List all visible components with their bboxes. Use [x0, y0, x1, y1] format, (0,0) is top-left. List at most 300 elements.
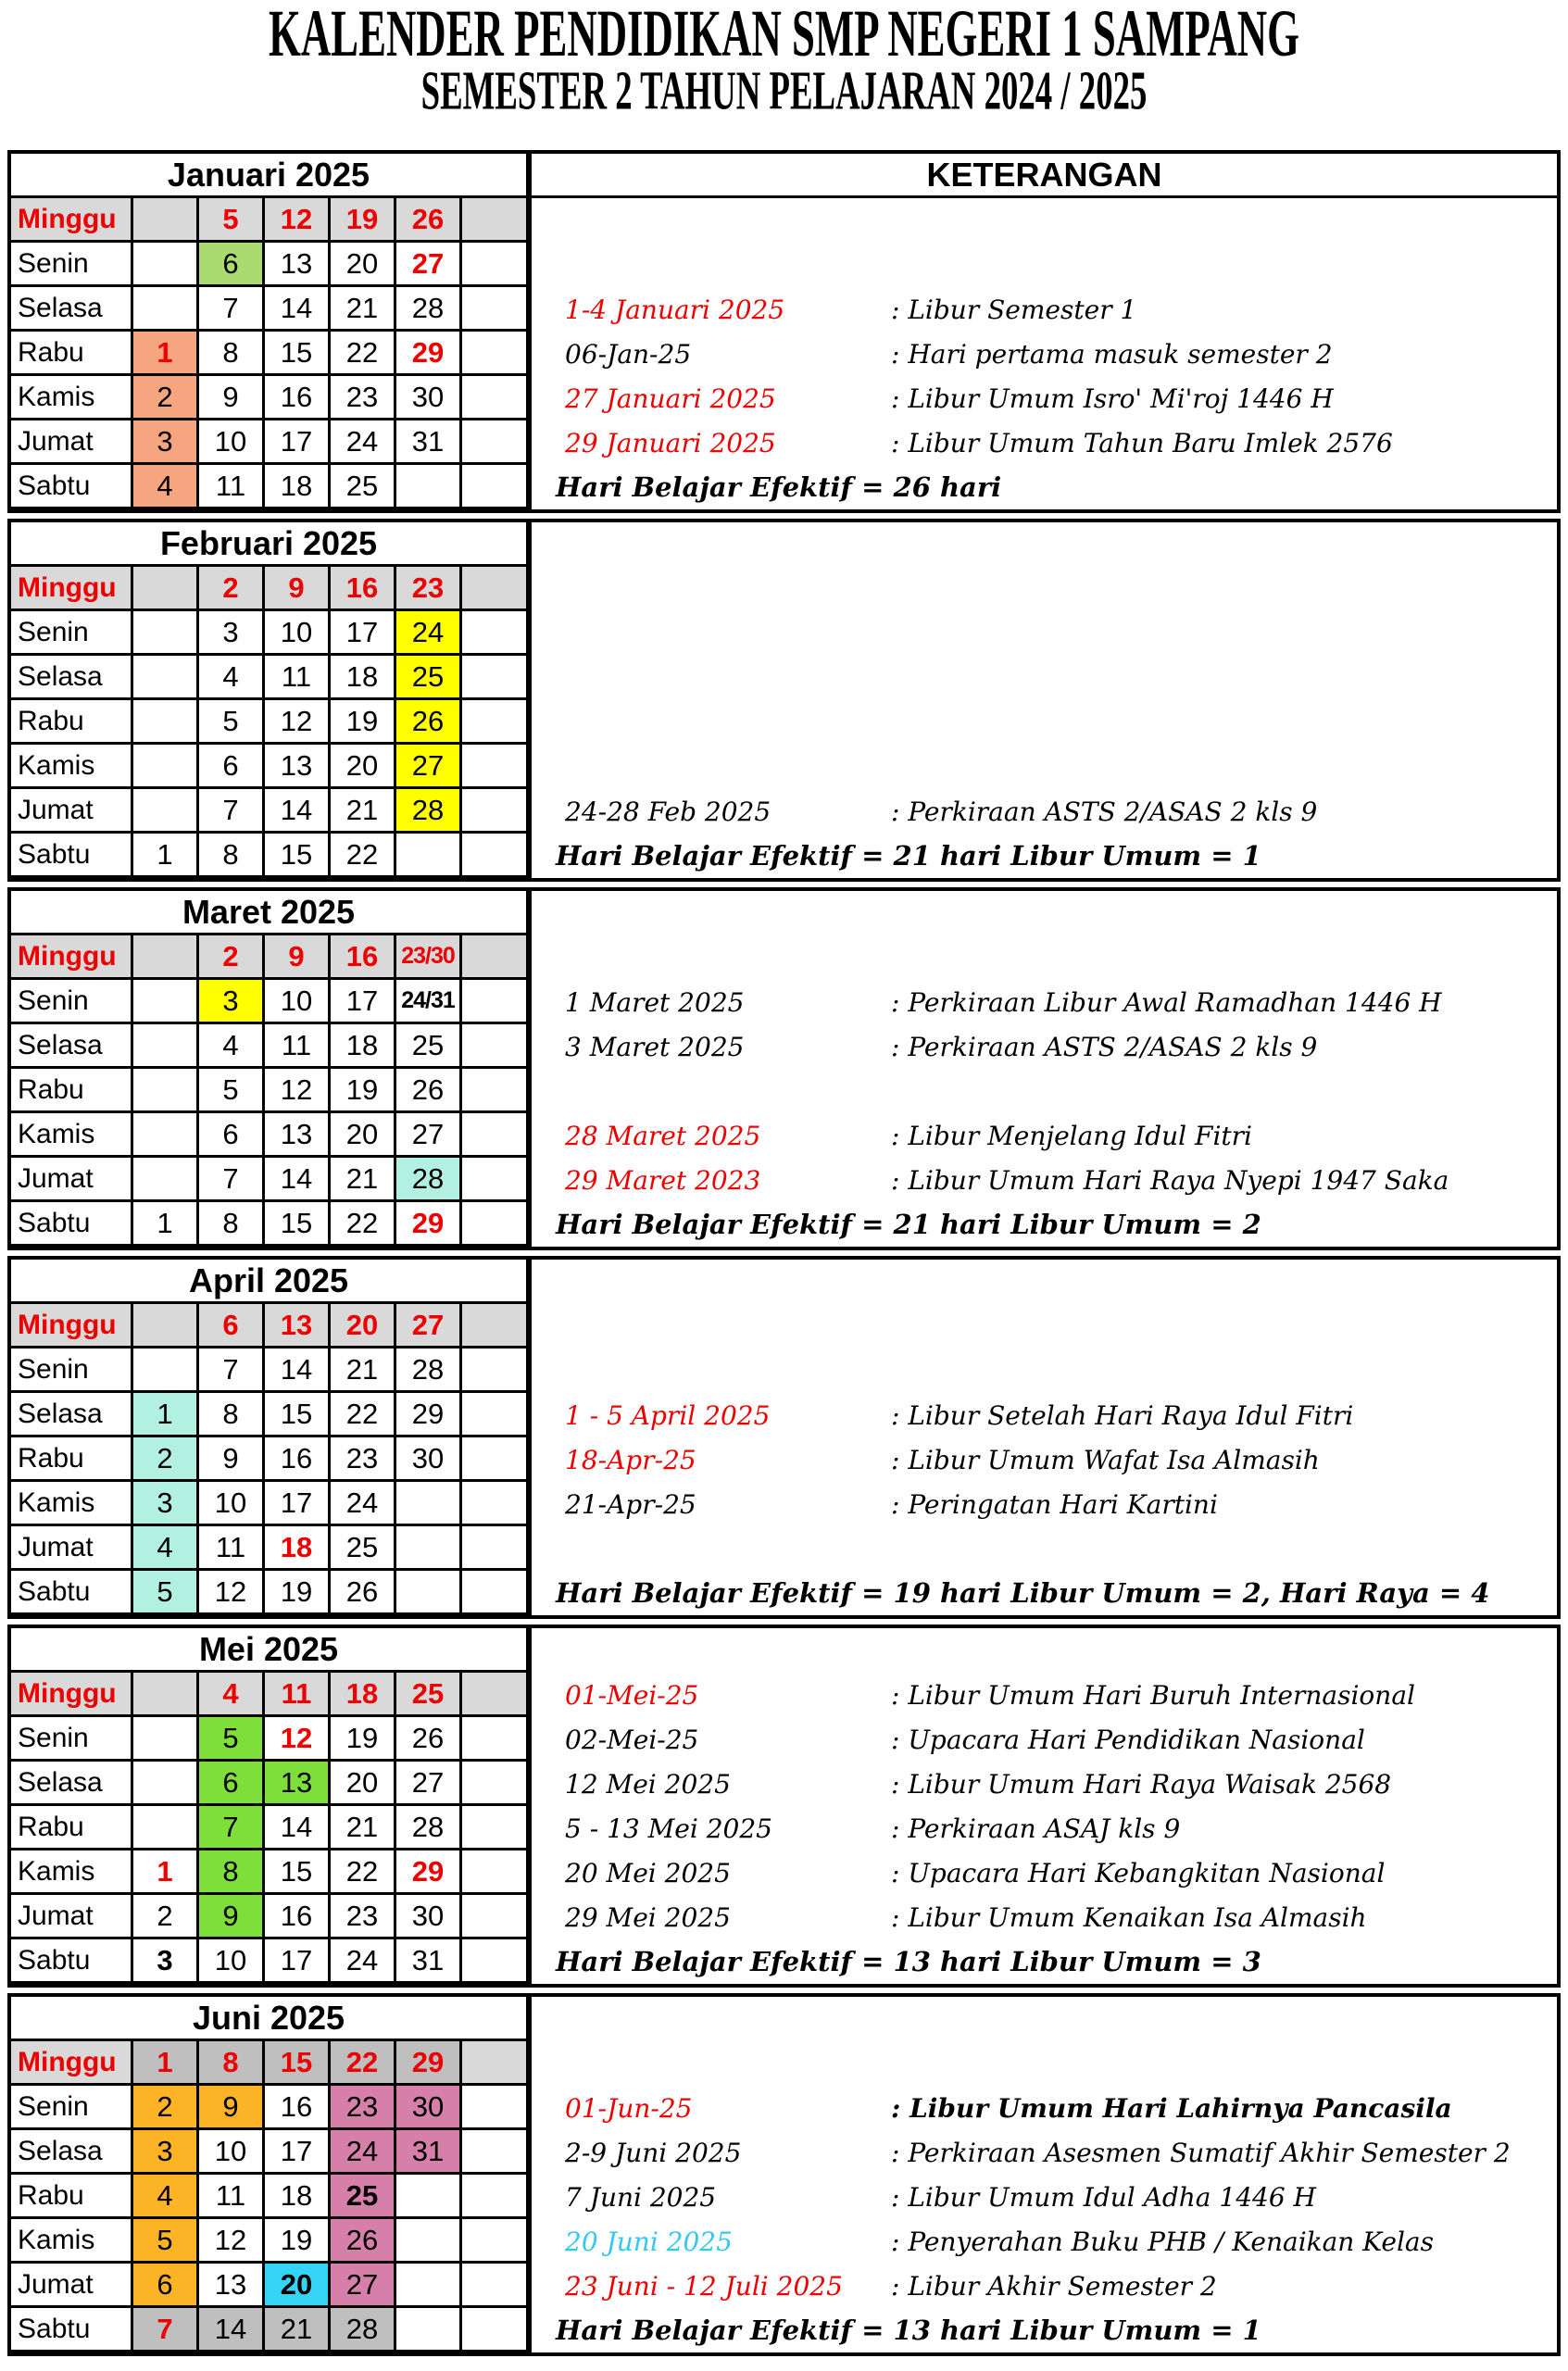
date-cell: 29	[396, 2041, 462, 2086]
date-cell: 16	[265, 1437, 331, 1482]
keterangan-note	[532, 2219, 1553, 2264]
filler-cell	[462, 2041, 529, 2086]
date-cell: 16	[331, 567, 396, 611]
note-date: 06-Jan-25	[565, 338, 692, 370]
day-label-minggu: Minggu	[11, 935, 133, 980]
day-label-sabtu: Sabtu	[11, 1939, 133, 1984]
note-description: : Libur Semester 1	[891, 294, 1137, 325]
note-description: : Libur Menjelang Idul Fitri	[891, 1120, 1253, 1151]
date-cell: 23	[331, 2086, 396, 2130]
date-cell: 24	[396, 611, 462, 656]
date-cell: 10	[199, 1482, 265, 1526]
empty-cell	[133, 656, 199, 700]
month-title: Februari 2025	[11, 522, 529, 567]
filler-cell	[462, 1895, 529, 1939]
date-cell: 19	[331, 1069, 396, 1113]
month-block-juni	[7, 1993, 1561, 2356]
note-date: 20 Juni 2025	[565, 2226, 733, 2257]
date-cell: 19	[265, 2219, 331, 2264]
empty-cell	[396, 2264, 462, 2308]
date-cell: 15	[265, 1850, 331, 1895]
date-cell: 9	[265, 935, 331, 980]
date-cell: 29	[396, 1202, 462, 1247]
date-cell: 28	[396, 1806, 462, 1850]
day-label-kamis: Kamis	[11, 745, 133, 789]
empty-cell	[133, 700, 199, 745]
note-date: 02-Mei-25	[565, 1724, 699, 1755]
day-label-minggu: Minggu	[11, 1673, 133, 1717]
filler-cell	[462, 1806, 529, 1850]
date-cell: 10	[265, 980, 331, 1024]
keterangan-note	[532, 2086, 1553, 2130]
note-date: 1 Maret 2025	[565, 986, 745, 1018]
keterangan-note	[532, 1113, 1553, 1158]
month-block-mei	[7, 1625, 1561, 1988]
keterangan-note	[532, 332, 1553, 376]
date-cell: 20	[265, 2264, 331, 2308]
note-description: : Perkiraan ASAJ kls 9	[891, 1813, 1181, 1844]
note-date: 1-4 Januari 2025	[565, 294, 785, 325]
empty-cell	[133, 980, 199, 1024]
day-label-senin: Senin	[11, 611, 133, 656]
date-cell: 7	[199, 287, 265, 332]
filler-cell	[462, 198, 529, 243]
date-cell: 3	[199, 611, 265, 656]
keterangan-note	[532, 2264, 1553, 2308]
filler-cell	[462, 1717, 529, 1762]
keterangan-note	[532, 1762, 1553, 1806]
date-cell: 18	[331, 1024, 396, 1069]
filler-cell	[462, 2264, 529, 2308]
keterangan-note	[532, 287, 1553, 332]
day-label-selasa: Selasa	[11, 1762, 133, 1806]
date-cell: 14	[265, 1158, 331, 1202]
date-cell: 4	[133, 2175, 199, 2219]
page-subtitle: SEMESTER 2 TAHUN PELAJARAN 2024 / 2025	[420, 60, 1148, 121]
date-cell: 5	[133, 2219, 199, 2264]
date-cell: 16	[265, 1895, 331, 1939]
note-date: 29 Mei 2025	[565, 1901, 731, 1933]
empty-cell	[133, 1304, 199, 1349]
month-block-februari	[7, 519, 1561, 882]
date-cell: 19	[331, 700, 396, 745]
empty-cell	[133, 1673, 199, 1717]
date-cell: 24/31	[396, 980, 462, 1024]
note-description: : Perkiraan ASTS 2/ASAS 2 kls 9	[891, 796, 1318, 827]
date-cell: 13	[265, 243, 331, 287]
note-date: 24-28 Feb 2025	[565, 796, 771, 827]
note-date: 29 Januari 2025	[565, 427, 776, 458]
day-label-rabu: Rabu	[11, 332, 133, 376]
date-cell: 19	[331, 1717, 396, 1762]
date-cell: 3	[133, 1939, 199, 1984]
date-cell: 17	[265, 420, 331, 465]
date-cell: 26	[396, 700, 462, 745]
month-title: April 2025	[11, 1260, 529, 1304]
date-cell: 25	[396, 1024, 462, 1069]
keterangan-panel	[529, 1997, 1557, 2352]
summary-note: Hari Belajar Efektif = 21 hari Libur Umum = 1	[556, 840, 1261, 872]
date-cell: 30	[396, 376, 462, 420]
filler-cell	[462, 1482, 529, 1526]
summary-note: Hari Belajar Efektif = 21 hari Libur Umum = 2	[556, 1209, 1261, 1240]
filler-cell	[462, 420, 529, 465]
date-cell: 16	[331, 935, 396, 980]
date-cell: 12	[265, 1069, 331, 1113]
empty-cell	[133, 611, 199, 656]
empty-cell	[396, 2308, 462, 2352]
day-label-minggu: Minggu	[11, 198, 133, 243]
empty-cell	[133, 567, 199, 611]
date-cell: 28	[396, 287, 462, 332]
date-cell: 10	[265, 611, 331, 656]
day-label-rabu: Rabu	[11, 1806, 133, 1850]
note-date: 01-Mei-25	[565, 1679, 699, 1711]
date-cell: 12	[265, 1717, 331, 1762]
date-cell: 17	[265, 2130, 331, 2175]
note-description: : Penyerahan Buku PHB / Kenaikan Kelas	[891, 2226, 1434, 2257]
date-cell: 24	[331, 1482, 396, 1526]
date-cell: 3	[133, 420, 199, 465]
day-label-rabu: Rabu	[11, 1069, 133, 1113]
date-cell: 18	[331, 1673, 396, 1717]
month-title: Juni 2025	[11, 1997, 529, 2041]
filler-cell	[462, 1526, 529, 1571]
keterangan-note	[532, 1393, 1553, 1437]
date-cell: 18	[265, 1526, 331, 1571]
date-cell: 4	[199, 1673, 265, 1717]
date-cell: 28	[331, 2308, 396, 2352]
date-cell: 8	[199, 2041, 265, 2086]
filler-cell	[462, 980, 529, 1024]
note-description: : Perkiraan Libur Awal Ramadhan 1446 H	[891, 986, 1442, 1018]
keterangan-note	[532, 1482, 1553, 1526]
date-cell: 29	[396, 332, 462, 376]
date-cell: 8	[199, 834, 265, 878]
day-label-sabtu: Sabtu	[11, 1571, 133, 1615]
keterangan-panel	[529, 1260, 1557, 1615]
note-description: : Hari pertama masuk semester 2	[891, 338, 1333, 370]
keterangan-panel	[529, 522, 1557, 878]
keterangan-panel	[529, 1628, 1557, 1984]
day-label-jumat: Jumat	[11, 420, 133, 465]
date-cell: 14	[265, 1349, 331, 1393]
filler-cell	[462, 376, 529, 420]
date-cell: 31	[396, 1939, 462, 1984]
date-cell: 2	[133, 2086, 199, 2130]
note-date: 20 Mei 2025	[565, 1857, 731, 1888]
filler-cell	[462, 1158, 529, 1202]
note-description: : Libur Umum Idul Adha 1446 H	[891, 2181, 1316, 2213]
date-cell: 9	[199, 2086, 265, 2130]
date-cell: 21	[331, 789, 396, 834]
date-cell: 14	[265, 789, 331, 834]
date-cell: 15	[265, 2041, 331, 2086]
date-cell: 26	[396, 1717, 462, 1762]
date-cell: 22	[331, 2041, 396, 2086]
date-cell: 4	[133, 1526, 199, 1571]
filler-cell	[462, 243, 529, 287]
empty-cell	[133, 1762, 199, 1806]
empty-cell	[133, 745, 199, 789]
date-cell: 5	[199, 198, 265, 243]
keterangan-note	[532, 1806, 1553, 1850]
note-date: 12 Mei 2025	[565, 1768, 731, 1800]
empty-cell	[133, 1158, 199, 1202]
date-cell: 31	[396, 420, 462, 465]
empty-cell	[396, 2175, 462, 2219]
date-cell: 2	[133, 1895, 199, 1939]
keterangan-note	[532, 1895, 1553, 1939]
empty-cell	[133, 789, 199, 834]
date-cell: 21	[265, 2308, 331, 2352]
date-cell: 20	[331, 745, 396, 789]
day-label-senin: Senin	[11, 980, 133, 1024]
day-label-selasa: Selasa	[11, 656, 133, 700]
day-label-rabu: Rabu	[11, 1437, 133, 1482]
filler-cell	[462, 789, 529, 834]
date-cell: 12	[265, 700, 331, 745]
date-cell: 13	[265, 1113, 331, 1158]
note-description: : Libur Umum Isro' Mi'roj 1446 H	[891, 383, 1334, 414]
filler-cell	[462, 2175, 529, 2219]
date-cell: 2	[133, 1437, 199, 1482]
date-cell: 3	[133, 2130, 199, 2175]
date-cell: 24	[331, 420, 396, 465]
note-date: 1 - 5 April 2025	[565, 1399, 771, 1431]
filler-cell	[462, 1762, 529, 1806]
date-cell: 15	[265, 1202, 331, 1247]
date-cell: 10	[199, 2130, 265, 2175]
day-label-jumat: Jumat	[11, 2264, 133, 2308]
day-label-selasa: Selasa	[11, 2130, 133, 2175]
note-description: : Peringatan Hari Kartini	[891, 1488, 1218, 1520]
date-cell: 8	[199, 1202, 265, 1247]
keterangan-header: KETERANGAN	[532, 154, 1557, 198]
note-description: : Libur Umum Hari Buruh Internasional	[891, 1679, 1415, 1711]
date-cell: 4	[199, 656, 265, 700]
empty-cell	[133, 1113, 199, 1158]
date-cell: 23	[396, 567, 462, 611]
note-description: : Libur Umum Hari Raya Nyepi 1947 Saka	[891, 1164, 1449, 1196]
date-cell: 6	[199, 1113, 265, 1158]
empty-cell	[396, 2219, 462, 2264]
date-cell: 20	[331, 243, 396, 287]
date-cell: 6	[199, 243, 265, 287]
empty-cell	[133, 198, 199, 243]
date-cell: 19	[265, 1571, 331, 1615]
empty-cell	[396, 1526, 462, 1571]
date-cell: 17	[265, 1482, 331, 1526]
day-label-selasa: Selasa	[11, 287, 133, 332]
calendar-table	[7, 150, 1561, 2356]
month-title: Mei 2025	[11, 1628, 529, 1673]
date-cell: 14	[265, 1806, 331, 1850]
date-cell: 9	[199, 376, 265, 420]
keterangan-note	[532, 1717, 1553, 1762]
keterangan-note	[532, 1437, 1553, 1482]
day-label-sabtu: Sabtu	[11, 834, 133, 878]
note-date: 28 Maret 2025	[565, 1120, 761, 1151]
day-label-senin: Senin	[11, 1717, 133, 1762]
empty-cell	[396, 834, 462, 878]
month-block-januari	[7, 150, 1561, 513]
month-block-maret	[7, 887, 1561, 1250]
date-cell: 22	[331, 1202, 396, 1247]
filler-cell	[462, 1024, 529, 1069]
summary-note: Hari Belajar Efektif = 13 hari Libur Umum = 1	[556, 2315, 1261, 2346]
day-label-jumat: Jumat	[11, 1895, 133, 1939]
date-cell: 10	[199, 420, 265, 465]
date-cell: 27	[396, 1113, 462, 1158]
filler-cell	[462, 1113, 529, 1158]
date-cell: 4	[199, 1024, 265, 1069]
day-label-jumat: Jumat	[11, 789, 133, 834]
date-cell: 17	[331, 611, 396, 656]
date-cell: 28	[396, 1349, 462, 1393]
day-label-sabtu: Sabtu	[11, 2308, 133, 2352]
date-cell: 28	[396, 789, 462, 834]
keterangan-note	[532, 2175, 1553, 2219]
note-description: : Libur Umum Hari Lahirnya Pancasila	[891, 2092, 1452, 2124]
date-cell: 3	[199, 980, 265, 1024]
month-block-april	[7, 1256, 1561, 1619]
note-description: : Libur Akhir Semester 2	[891, 2270, 1217, 2302]
date-cell: 26	[331, 2219, 396, 2264]
date-cell: 9	[199, 1437, 265, 1482]
empty-cell	[133, 1717, 199, 1762]
day-label-sabtu: Sabtu	[11, 1202, 133, 1247]
date-cell: 14	[265, 287, 331, 332]
date-cell: 1	[133, 2041, 199, 2086]
empty-cell	[133, 243, 199, 287]
date-cell: 10	[199, 1939, 265, 1984]
date-cell: 8	[199, 1850, 265, 1895]
filler-cell	[462, 1349, 529, 1393]
date-cell: 22	[331, 1393, 396, 1437]
empty-cell	[133, 1024, 199, 1069]
keterangan-note	[532, 789, 1553, 834]
page-header	[0, 0, 1568, 150]
keterangan-panel	[529, 891, 1557, 1247]
date-cell: 12	[265, 198, 331, 243]
note-description: : Upacara Hari Kebangkitan Nasional	[891, 1857, 1386, 1888]
empty-cell	[396, 465, 462, 509]
date-cell: 1	[133, 834, 199, 878]
day-label-kamis: Kamis	[11, 1113, 133, 1158]
note-date: 21-Apr-25	[565, 1488, 696, 1520]
date-cell: 18	[265, 465, 331, 509]
date-cell: 11	[199, 465, 265, 509]
note-date: 27 Januari 2025	[565, 383, 776, 414]
month-title: Januari 2025	[11, 154, 529, 198]
date-cell: 22	[331, 834, 396, 878]
filler-cell	[462, 935, 529, 980]
date-cell: 23	[331, 376, 396, 420]
empty-cell	[133, 1349, 199, 1393]
filler-cell	[462, 656, 529, 700]
date-cell: 27	[396, 745, 462, 789]
date-cell: 30	[396, 1895, 462, 1939]
date-cell: 8	[199, 1393, 265, 1437]
filler-cell	[462, 1393, 529, 1437]
date-cell: 24	[331, 1939, 396, 1984]
date-cell: 23/30	[396, 935, 462, 980]
day-label-selasa: Selasa	[11, 1393, 133, 1437]
date-cell: 29	[396, 1850, 462, 1895]
day-label-sabtu: Sabtu	[11, 465, 133, 509]
note-date: 3 Maret 2025	[565, 1031, 745, 1062]
summary-note: Hari Belajar Efektif = 19 hari Libur Umum = 2, Hari Raya = 4	[556, 1577, 1490, 1609]
date-cell: 11	[265, 1024, 331, 1069]
date-cell: 25	[331, 1526, 396, 1571]
note-description: : Libur Umum Wafat Isa Almasih	[891, 1444, 1320, 1475]
date-cell: 2	[133, 376, 199, 420]
date-cell: 16	[265, 376, 331, 420]
date-cell: 27	[396, 243, 462, 287]
day-label-kamis: Kamis	[11, 376, 133, 420]
date-cell: 26	[396, 198, 462, 243]
filler-cell	[462, 1571, 529, 1615]
keterangan-note	[532, 1024, 1553, 1069]
note-description: : Libur Umum Kenaikan Isa Almasih	[891, 1901, 1367, 1933]
keterangan-note	[532, 1850, 1553, 1895]
date-cell: 6	[133, 2264, 199, 2308]
filler-cell	[462, 2308, 529, 2352]
note-description: : Libur Umum Tahun Baru Imlek 2576	[891, 427, 1393, 458]
date-cell: 26	[331, 1571, 396, 1615]
empty-cell	[133, 1806, 199, 1850]
date-cell: 25	[331, 465, 396, 509]
date-cell: 11	[265, 1673, 331, 1717]
date-cell: 25	[331, 2175, 396, 2219]
keterangan-note	[532, 420, 1553, 465]
date-cell: 17	[265, 1939, 331, 1984]
empty-cell	[396, 1482, 462, 1526]
filler-cell	[462, 745, 529, 789]
date-cell: 5	[199, 1717, 265, 1762]
filler-cell	[462, 465, 529, 509]
date-cell: 22	[331, 1850, 396, 1895]
note-date: 23 Juni - 12 Juli 2025	[565, 2270, 843, 2302]
filler-cell	[462, 700, 529, 745]
date-cell: 6	[199, 1304, 265, 1349]
date-cell: 30	[396, 1437, 462, 1482]
date-cell: 5	[199, 1069, 265, 1113]
filler-cell	[462, 1437, 529, 1482]
date-cell: 18	[331, 656, 396, 700]
date-cell: 6	[199, 745, 265, 789]
filler-cell	[462, 1673, 529, 1717]
keterangan-note	[532, 2130, 1553, 2175]
date-cell: 17	[331, 980, 396, 1024]
day-label-selasa: Selasa	[11, 1024, 133, 1069]
date-cell: 20	[331, 1304, 396, 1349]
summary-note: Hari Belajar Efektif = 13 hari Libur Umum = 3	[556, 1946, 1261, 1977]
date-cell: 18	[265, 2175, 331, 2219]
date-cell: 21	[331, 287, 396, 332]
date-cell: 25	[396, 1673, 462, 1717]
date-cell: 1	[133, 1202, 199, 1247]
day-label-jumat: Jumat	[11, 1158, 133, 1202]
day-label-minggu: Minggu	[11, 567, 133, 611]
date-cell: 22	[331, 332, 396, 376]
date-cell: 15	[265, 1393, 331, 1437]
filler-cell	[462, 2130, 529, 2175]
note-date: 29 Maret 2023	[565, 1164, 761, 1196]
date-cell: 11	[199, 1526, 265, 1571]
empty-cell	[396, 1571, 462, 1615]
